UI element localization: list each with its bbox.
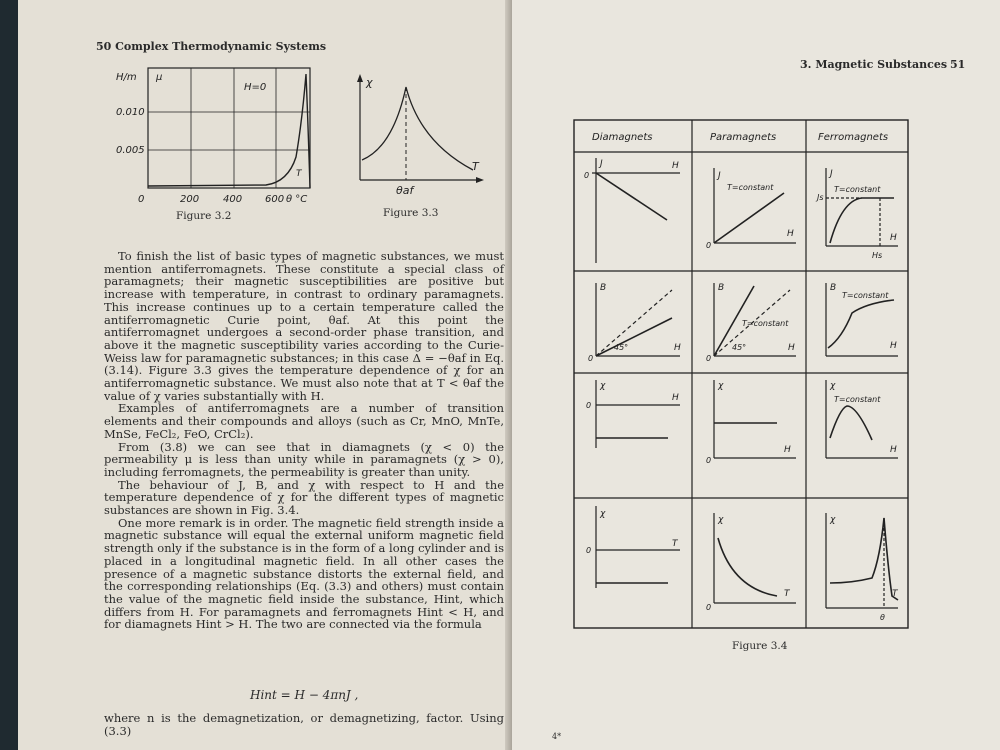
- fig32-xtick-2: 400: [223, 194, 243, 205]
- paragraph-examples: Examples of antiferromagnets are a number of transition elements and their compounds and alloys (such as Cr, MnO, MnTe, MnSe, FeCl₂, FeO, CrCl₂).: [104, 401, 504, 441]
- cell-ferro-chi-h: [826, 380, 898, 458]
- paragraph-antiferromagnets: To finish the list of basic types of magnetic substances, we must mention antiferromagnets. These constitute a special class of paramagnets; their magnetic susceptibilities are positive but increase with temperature, in contrast to ordinary paramagnets. This increase continues up to a certain temperature called the antiferromagnetic Curie point, θaf. At this point the antiferromagnet undergoes a second-order phase transition, and above it the magnetic susceptibility varies according to the Curie-Weiss law for paramagnetic substances; in this case Δ = −θaf in Eq. (3.14). Figure 3.3 gives the temperature dependence of χ for an antiferromagnetic substance. We must also note that at T < θaf the value of χ varies substantially with H.: [104, 249, 504, 403]
- ferro-hs-label: Hs: [872, 251, 883, 260]
- cell-dia-j: [592, 158, 680, 263]
- ferro-t-label: T: [892, 589, 898, 599]
- para-tconst-2: T=constant: [742, 319, 789, 328]
- fig32-xtick-3: 600: [265, 194, 285, 205]
- fig34-caption: Figure 3.4: [732, 640, 788, 652]
- dia-h-label-3: H: [672, 393, 679, 403]
- figure-3-2: [116, 62, 316, 212]
- paragraph-remark: One more remark is in order. The magnetic field strength inside a magnetic substance will equal the external uniform magnetic field strength only if the substance is in the form of a long cylinder and is placed in a longitudinal magnetic field. In all other cases the presence of a magnetic substance distorts the external field, and the corresponding relationships (Eq. (3.3) and others) must contain the value of the magnetic field inside the substance, Hint, which differs from H. For paramagnets and ferromagnets Hint < H, and for diamagnets Hint > H. The two are connected via the formula: [104, 515, 504, 632]
- cell-para-j: [714, 168, 796, 243]
- para-zero-2: 0: [706, 354, 712, 363]
- dia-zero-3: 0: [586, 401, 592, 410]
- paragraph-behaviour: The behaviour of J, B, and χ with respect to H and the temperature dependence of χ for the different types of magnetic substances are shown in Fig. 3.4.: [104, 477, 504, 518]
- left-running-header: 50 Complex Thermodynamic Systems: [96, 40, 327, 53]
- body-text: [104, 250, 504, 631]
- ferro-theta-label: θ: [880, 613, 885, 622]
- figure-3-4-table: [572, 118, 912, 633]
- fig32-x-unit: θ °C: [286, 194, 308, 205]
- ferro-tconst-2: T=constant: [842, 291, 889, 300]
- dia-h-label: H: [672, 161, 679, 171]
- ferro-tconst-3: T=constant: [834, 395, 881, 404]
- cell-ferro-j: [826, 168, 898, 246]
- para-h-label-3: H: [784, 445, 791, 455]
- paragraph-permeability: From (3.8) we can see that in diamagnets (χ < 0) the permeability μ is less than unity while in paramagnets (χ > 0), including ferromagnets, the permeability is greater than unity.: [104, 439, 504, 479]
- ferro-h-label-2: H: [890, 341, 897, 351]
- para-chi-label-2: χ: [718, 515, 724, 525]
- dia-chi-label-1: χ: [600, 381, 606, 391]
- dia-b-label: B: [600, 283, 607, 293]
- figure-3-3: [348, 72, 488, 197]
- fig33-x-symbol: T: [472, 160, 479, 173]
- header-paramagnets: Paramagnets: [710, 132, 777, 143]
- para-zero-3: 0: [706, 456, 712, 465]
- ferro-b-label: B: [830, 283, 837, 293]
- fig32-ytick-1: 0.005: [116, 145, 145, 156]
- para-tconst-1: T=constant: [727, 183, 774, 192]
- para-j-label: J: [718, 171, 721, 181]
- dia-j-label: J: [600, 159, 603, 169]
- dia-chi-label-2: χ: [600, 509, 606, 519]
- fig33-y-symbol: χ: [366, 76, 373, 89]
- fig32-xtick-0: 0: [138, 194, 145, 205]
- para-chi-label-1: χ: [718, 381, 724, 391]
- fig32-caption: Figure 3.2: [176, 210, 232, 222]
- para-t-label: T: [784, 589, 790, 599]
- dia-zero-1: 0: [584, 171, 590, 180]
- fig32-y-symbol: μ: [156, 72, 163, 83]
- fig32-y-unit: H/m: [116, 72, 137, 83]
- dia-zero-2: 0: [588, 354, 594, 363]
- left-page: [18, 0, 518, 750]
- formula-hint: Hint = H − 4πnJ ,: [250, 688, 359, 702]
- ferro-h-label-3: H: [890, 445, 897, 455]
- para-zero-4: 0: [706, 603, 712, 612]
- ferro-h-label: H: [890, 233, 897, 243]
- cell-dia-chi-h: [596, 380, 680, 448]
- dia-t-label: T: [672, 539, 678, 549]
- signature-mark: 4*: [552, 732, 562, 741]
- fig33-caption: Figure 3.3: [383, 207, 439, 219]
- dia-zero-4: 0: [586, 546, 592, 555]
- dia-angle: 45°: [614, 343, 629, 352]
- ferro-chi-label-2: χ: [830, 515, 836, 525]
- cell-ferro-chi-t: [826, 513, 898, 608]
- para-angle: 45°: [732, 343, 747, 352]
- ferro-js-label: Js: [817, 193, 824, 202]
- right-running-header: 3. Magnetic Substances: [800, 58, 948, 71]
- para-h-label: H: [787, 229, 794, 239]
- last-line: where n is the demagnetization, or demagnetizing, factor. Using (3.3): [104, 711, 504, 738]
- right-page-number: 51: [950, 58, 966, 71]
- dia-h-label-2: H: [674, 343, 681, 353]
- header-ferromagnets: Ferromagnets: [818, 132, 889, 143]
- cell-dia-chi-t: [596, 506, 680, 588]
- fig32-curve-label: T: [296, 169, 302, 179]
- ferro-j-label: J: [830, 169, 833, 179]
- para-b-label: B: [718, 283, 725, 293]
- fig32-note: H=0: [244, 82, 267, 93]
- right-page: [512, 0, 1000, 750]
- cell-dia-b: [596, 283, 680, 356]
- fig32-xtick-1: 200: [180, 194, 200, 205]
- header-diamagnets: Diamagnets: [592, 132, 653, 143]
- para-zero-1: 0: [706, 241, 712, 250]
- para-h-label-2: H: [788, 343, 795, 353]
- ferro-tconst-1: T=constant: [834, 185, 881, 194]
- fig32-ytick-0: 0.010: [116, 107, 145, 118]
- ferro-chi-label-1: χ: [830, 381, 836, 391]
- fig33-peak-label: θaf: [396, 184, 414, 197]
